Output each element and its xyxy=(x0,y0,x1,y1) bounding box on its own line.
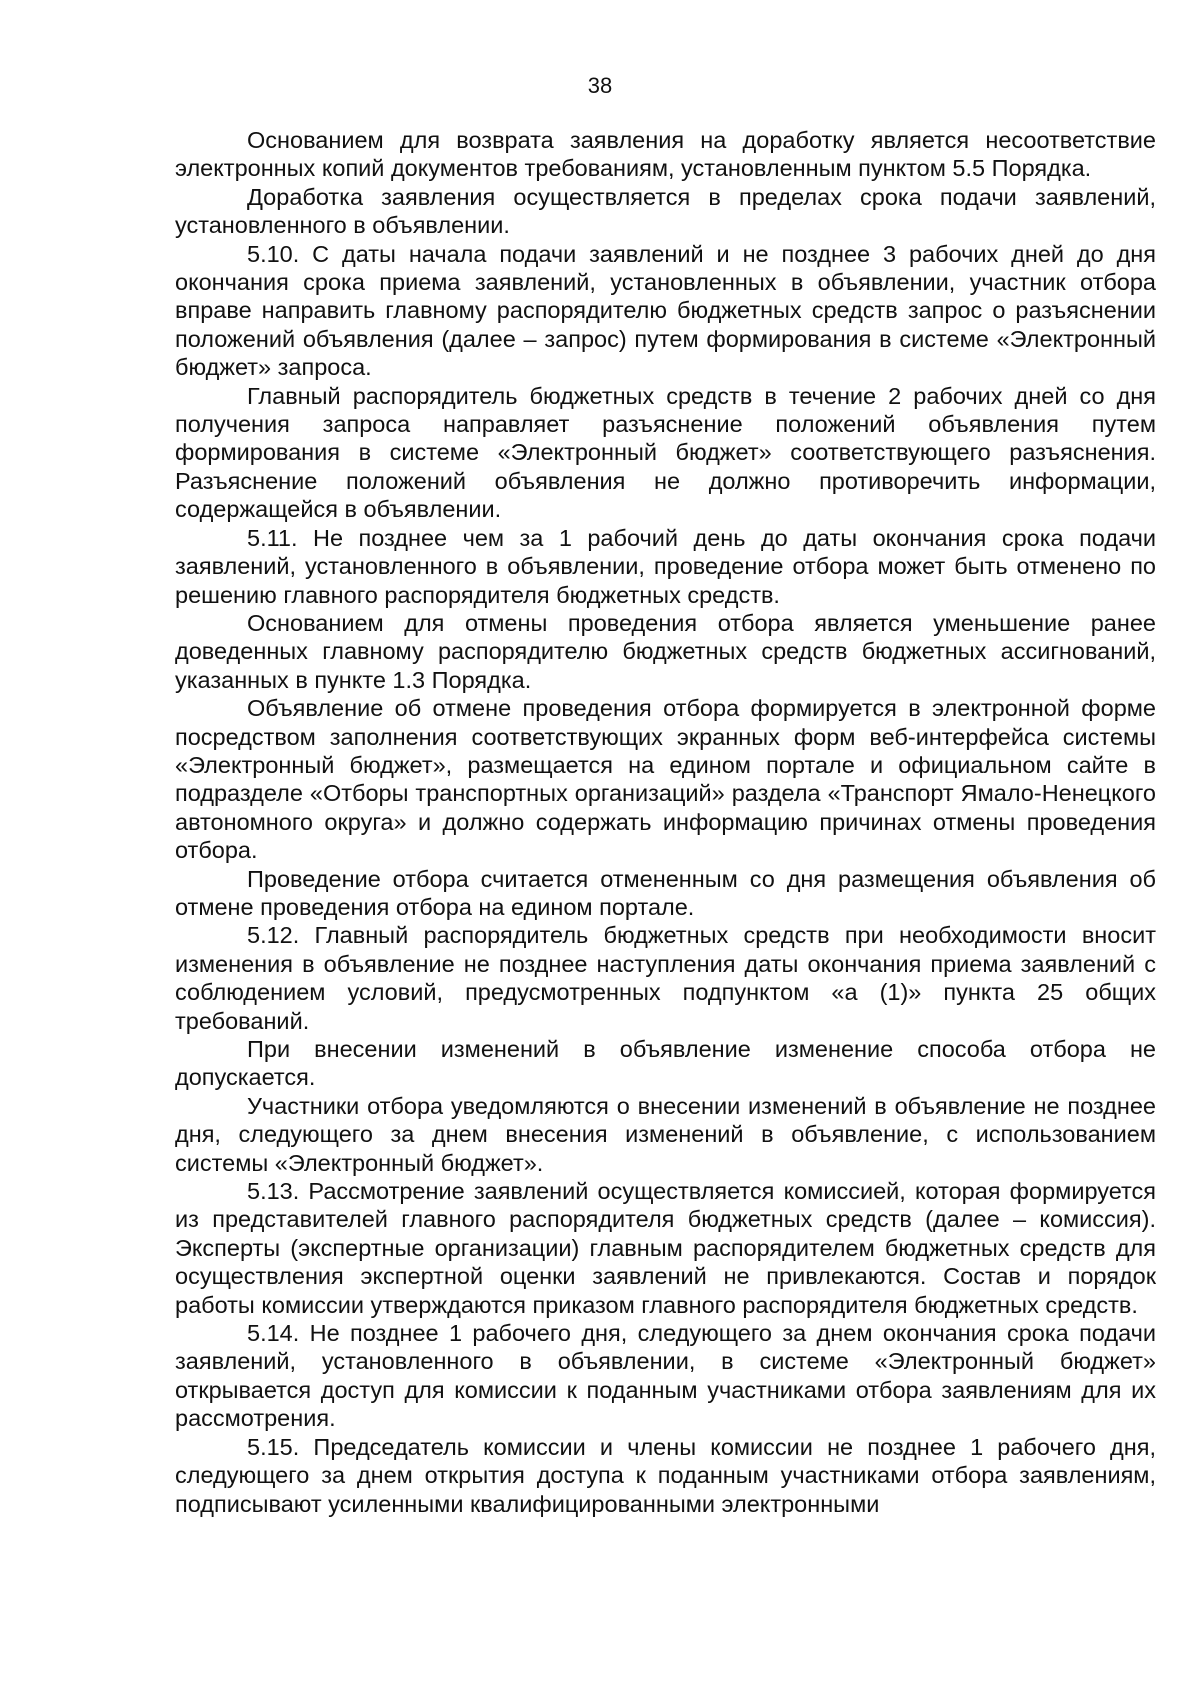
paragraph-cancellation-grounds: Основанием для отмены проведения отбора является уменьшение ранее доведенных главному распорядителю бюджетных средств бюджетных ассигнований, указанных в пункте 1.3 Порядка. xyxy=(175,609,1156,693)
paragraph-revision-term: Доработка заявления осуществляется в пределах срока подачи заявлений, установленного в объявлении. xyxy=(175,183,1156,239)
paragraph-cancellation-effective: Проведение отбора считается отмененным со дня размещения объявления об отмене проведения отбора на едином портале. xyxy=(175,865,1156,920)
paragraph-5-14: 5.14. Не позднее 1 рабочего дня, следующего за днем окончания срока подачи заявлений, установленного в объявлении, в системе «Электронный бюджет» открывается доступ для комиссии к поданным участниками отбора заявлениям для их рассмотрения. xyxy=(175,1320,1156,1432)
paragraph-participants-notified: Участники отбора уведомляются о внесении изменений в объявление не позднее дня, следующего за днем внесения изменений в объявление, с использованием системы «Электронный бюджет». xyxy=(175,1092,1156,1176)
paragraph-return-grounds: Основанием для возврата заявления на доработку является несоответствие электронных копий документов требованиям, установленным пунктом 5.5 Порядка. xyxy=(175,127,1156,182)
paragraph-5-15: 5.15. Председатель комиссии и члены комиссии не позднее 1 рабочего дня, следующего за днем открытия доступа к поданным участниками отбора заявлениям, подписывают усиленными квалифицированными электронными xyxy=(175,1433,1156,1517)
page-number: 38 xyxy=(587,73,613,98)
paragraph-clarification: Главный распорядитель бюджетных средств в течение 2 рабочих дней со дня получения запроса направляет разъяснение положений объявления путем формирования в системе «Электронный бюджет» соответствующего разъяснения. Разъяснение положений объявления не должно противоречить информации, содержащейся в объявлении. xyxy=(175,382,1156,523)
document-body xyxy=(175,126,1156,1518)
paragraph-5-13: 5.13. Рассмотрение заявлений осуществляется комиссией, которая формируется из представителей главного распорядителя бюджетных средств (далее – комиссия). Эксперты (экспертные организации) главным распорядителем бюджетных средств для осуществления экспертной оценки заявлений не привлекаются. Состав и порядок работы комиссии утверждаются приказом главного распорядителя бюджетных средств. xyxy=(175,1178,1156,1318)
paragraph-5-11: 5.11. Не позднее чем за 1 рабочий день до даты окончания срока подачи заявлений, установленного в объявлении, проведение отбора может быть отменено по решению главного распорядителя бюджетных средств. xyxy=(175,524,1156,608)
paragraph-method-change: При внесении изменений в объявление изменение способа отбора не допускается. xyxy=(175,1036,1156,1091)
paragraph-cancellation-notice: Объявление об отмене проведения отбора формируется в электронной форме посредством заполнения соответствующих экранных форм веб-интерфейса системы «Электронный бюджет», размещается на едином портале и официальном сайте в подразделе «Отборы транспортных организаций» раздела «Транспорт Ямало-Ненецкого автономного округа» и должно содержать информацию причинах отмены проведения отбора. xyxy=(175,695,1156,864)
paragraph-5-10: 5.10. С даты начала подачи заявлений и не позднее 3 рабочих дней до дня окончания срока приема заявлений, установленных в объявлении, участник отбора вправе направить главному распорядителю бюджетных средств запрос о разъяснении положений объявления (далее – запрос) путем формирования в системе «Электронный бюджет» запроса. xyxy=(175,240,1156,381)
paragraph-5-12: 5.12. Главный распорядитель бюджетных средств при необходимости вносит изменения в объявление не позднее наступления даты окончания приема заявлений с соблюдением условий, предусмотренных подпунктом «а (1)» пункта 25 общих требований. xyxy=(175,922,1156,1034)
